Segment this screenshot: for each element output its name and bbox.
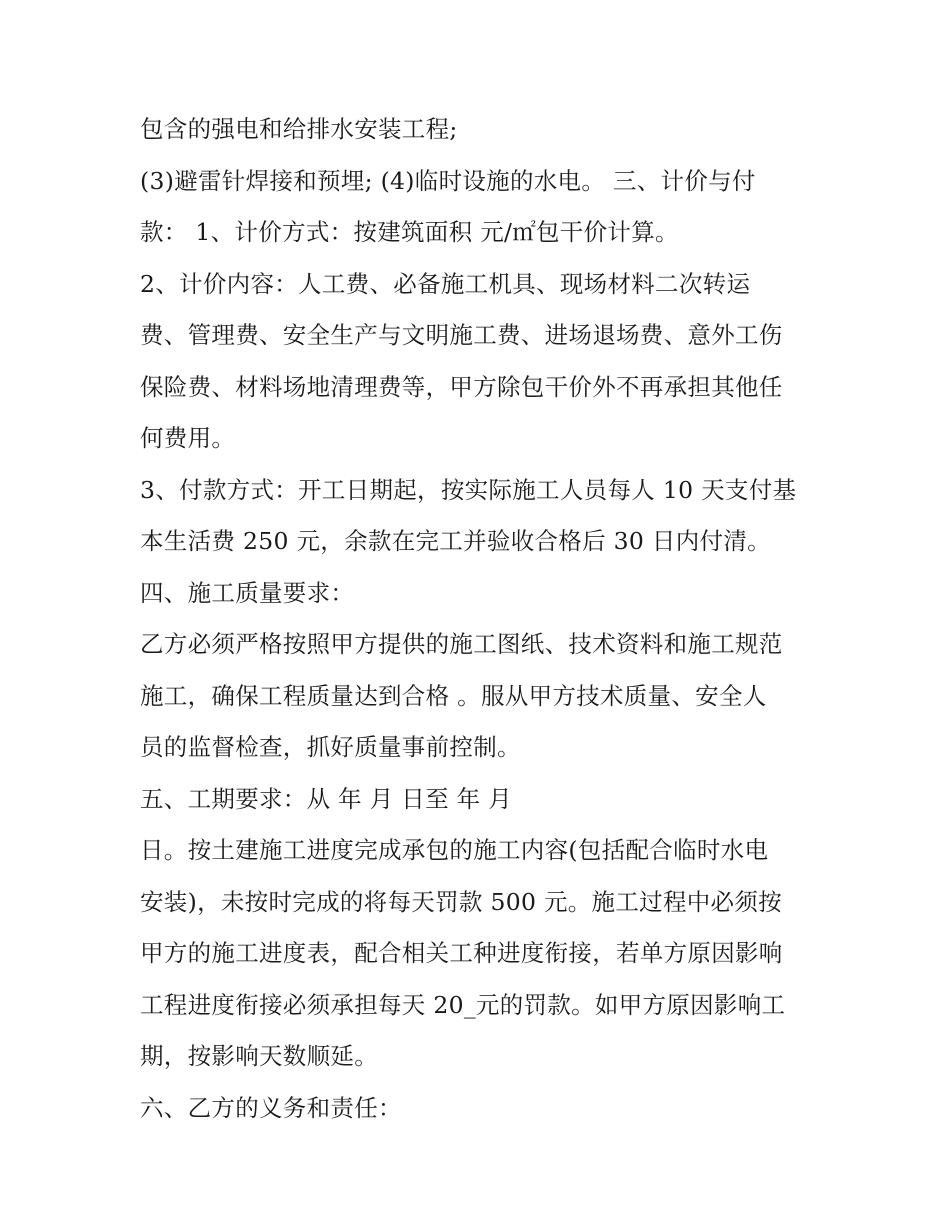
contract-text (140, 104, 830, 1134)
text-line: 施工，确保工程质量达到合格 。服从甲方技术质量、安全人 (140, 681, 767, 710)
text-line: 保险费、材料场地清理费等，甲方除包干价外不再承担其他任 (140, 372, 783, 401)
text-line: 款： 1、计价方式：按建筑面积 元/㎡包干价计算。 (140, 218, 679, 246)
section-heading: 四、施工质量要求： (140, 578, 355, 607)
text-line: 本生活费 250 元，余款在完工并验收合格后 30 日内付清。 (140, 527, 771, 555)
text-line: 安装)，未按时完成的将每天罚款 500 元。施工过程中必须按 (140, 887, 782, 916)
text-line: 期，按影响天数顺延。 (140, 1042, 378, 1070)
text-line: 何费用。 (140, 424, 236, 452)
section-heading: 六、乙方的义务和责任： (140, 1093, 402, 1122)
text-line: (3)避雷针焊接和预埋; (4)临时设施的水电。 三、计价与付 (140, 166, 756, 195)
section-heading: 五、工期要求：从 年 月 日至 年 月 (140, 784, 513, 813)
text-line: 员的监督检查，抓好质量事前控制。 (140, 733, 521, 761)
text-line: 2、计价内容：人工费、必备施工机具、现场材料二次转运 (140, 269, 751, 298)
text-line: 费、管理费、安全生产与文明施工费、进场退场费、意外工伤 (140, 321, 783, 349)
text-line: 3、付款方式：开工日期起，按实际施工人员每人 10 天支付基 (140, 475, 797, 504)
text-line: 乙方必须严格按照甲方提供的施工图纸、技术资料和施工规范 (140, 630, 783, 658)
text-line: 甲方的施工进度表，配合相关工种进度衔接，若单方原因影响 (140, 939, 783, 967)
text-line: 包含的强电和给排水安装工程; (140, 115, 458, 143)
text-line: 工程进度衔接必须承担每天 20_元的罚款。如甲方原因影响工 (140, 990, 786, 1019)
text-line: 日。按土建施工进度完成承包的施工内容(包括配合临时水电 (140, 836, 769, 864)
